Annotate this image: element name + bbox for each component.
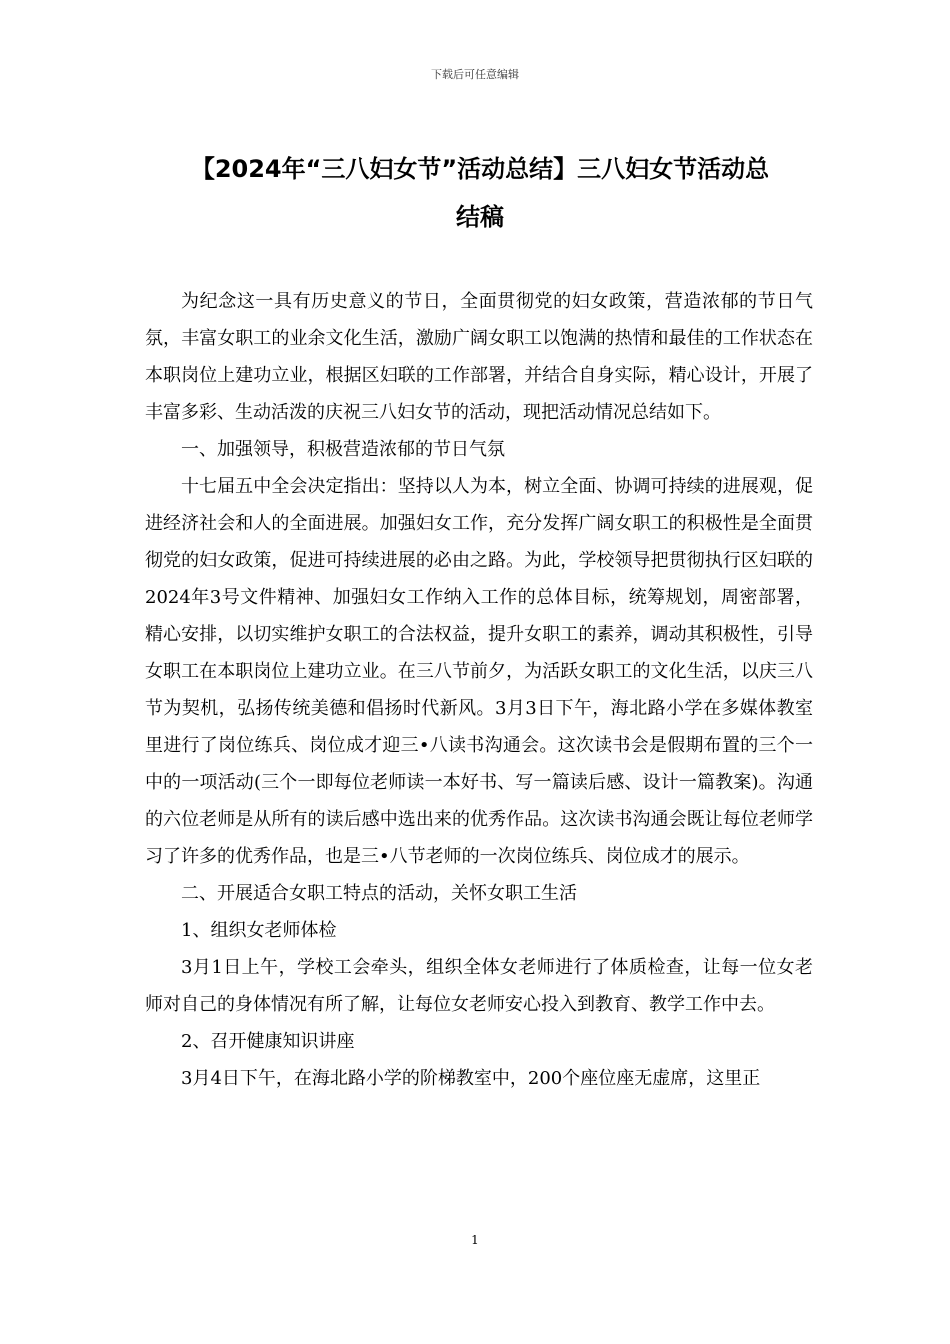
document-title: [140, 145, 820, 241]
subheading-1: 1、组织女老师体检: [181, 920, 337, 941]
section-heading-1: 一、加强领导，积极营造浓郁的节日气氛: [181, 439, 505, 460]
paragraph-lecture: 3月4日下午，在海北路小学的阶梯教室中，200个座位座无虚席，这里正: [181, 1068, 761, 1089]
subheading-2: 2、召开健康知识讲座: [181, 1031, 355, 1052]
section-heading-2: 二、开展适合女职工特点的活动，关怀女职工生活: [181, 883, 577, 904]
paragraph-checkup: 3月1日上午，学校工会牵头，组织全体女老师进行了体质检查，让每一位女老师对自己的身体情况有所了解，让每位女老师安心投入到教育、教学工作中去。: [145, 957, 813, 1015]
title-line-2: 结稿: [456, 203, 504, 231]
paragraph-intro: 为纪念这一具有历史意义的节日，全面贯彻党的妇女政策，营造浓郁的节日气氛，丰富女职工的业余文化生活，激励广阔女职工以饱满的热情和最佳的工作状态在本职岗位上建功立业，根据区妇联的工作部署，并结合自身实际，精心设计，开展了丰富多彩、生动活泼的庆祝三八妇女节的活动，现把活动情况总结如下。: [145, 291, 813, 423]
paragraph-section-1: 十七届五中全会决定指出：坚持以人为本，树立全面、协调可持续的进展观，促进经济社会和人的全面进展。加强妇女工作，充分发挥广阔女职工的积极性是全面贯彻党的妇女政策，促进可持续进展的必由之路。为此，学校领导把贯彻执行区妇联的2024年3号文件精神、加强妇女工作纳入工作的总体目标，统筹规划，周密部署，精心安排，以切实维护女职工的合法权益，提升女职工的素养，调动其积极性，引导女职工在本职岗位上建功立业。在三八节前夕，为活跃女职工的文化生活，以庆三八节为契机，弘扬传统美德和倡扬时代新风。3月3日下午，海北路小学在多媒体教室里进行了岗位练兵、岗位成才迎三•八读书沟通会。这次读书会是假期布置的三个一中的一项活动(三个一即每位老师读一本好书、写一篇读后感、设计一篇教案)。沟通的六位老师是从所有的读后感中选出来的优秀作品。这次读书沟通会既让每位老师学习了许多的优秀作品，也是三•八节老师的一次岗位练兵、岗位成才的展示。: [145, 476, 813, 867]
page-number: 1: [471, 1233, 479, 1247]
header-note: 下载后可任意编辑: [431, 68, 519, 81]
title-line-1: 【2024年“三八妇女节”活动总结】三八妇女节活动总: [190, 155, 770, 183]
document-body: [145, 283, 813, 1097]
